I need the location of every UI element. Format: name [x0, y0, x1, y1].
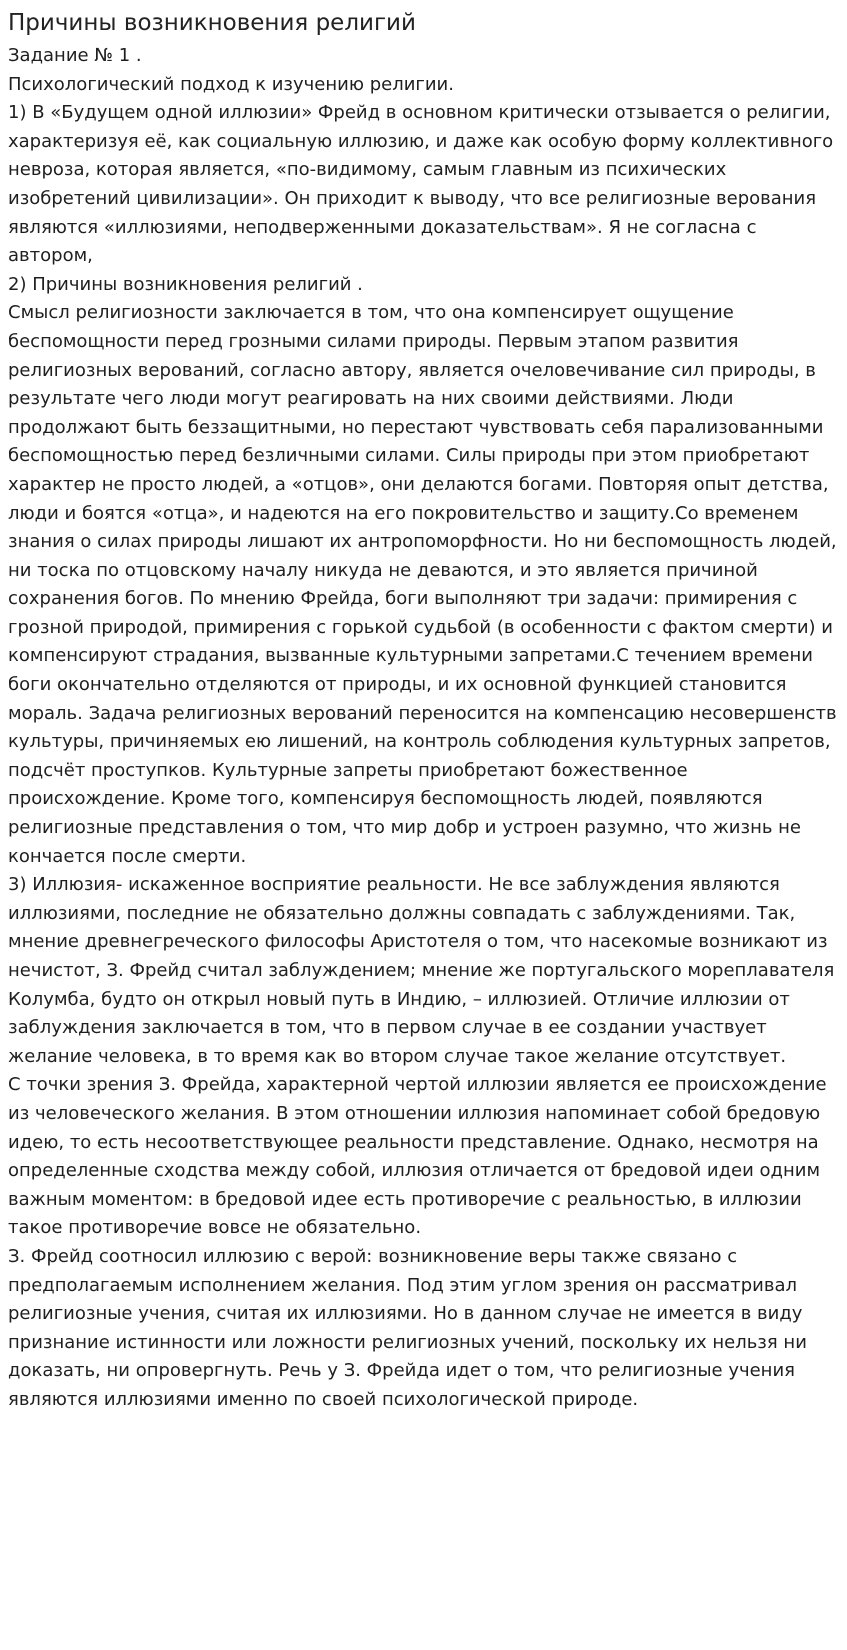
task-number: Задание № 1 .: [8, 45, 142, 66]
paragraph-4: С точки зрения З. Фрейда, характерной чертой иллюзии является ее происхождение из человеческого желания. В этом отношении иллюзия напоминает собой бредовую идею, то есть несоответствующее реальности представление. Однако, несмотря на определенные сходства между собой, иллюзия отличается от бредовой идеи одним важным моментом: в бредовой идее есть противоречие с реальностью, в иллюзии такое противоречие вовсе не обязательно.: [8, 1074, 827, 1239]
page-title: Причины возникновения религий: [8, 10, 416, 36]
paragraph-2: Смысл религиозности заключается в том, что она компенсирует ощущение беспомощности перед грозными силами природы. Первым этапом развития религиозных верований, согласно автору, является очеловечивание сил природы, в результате чего люди могут реагировать на них своими действиями. Люди продолжают быть беззащитными, но перестают чувствовать себя парализованными беспомощностью перед безличными силами. Силы природы при этом приобретают характер не просто людей, а «отцов», они делаются богами. Повторяя опыт детства, люди и боятся «отца», и надеются на его покровительство и защиту.Со временем знания о силах природы лишают их антропоморфности. Но ни беспомощность людей, ни тоска по отцовскому началу никуда не деваются, и это является причиной сохранения богов. По мнению Фрейда, боги выполняют три задачи: примирения с грозной природой, примирения с горькой судьбой (в особенности с фактом смерти) и компенсируют страдания, вызванные культурными запретами.С течением времени боги окончательно отделяются от природы, и их основной функцией становится мораль. Задача религиозных верований переносится на компенсацию несовершенств культуры, причиняемых ею лишений, на контроль соблюдения культурных запретов, подсчёт проступков. Культурные запреты приобретают божественное происхождение. Кроме того, компенсируя беспомощность людей, появляются религиозные представления о том, что мир добр и устроен разумно, что жизнь не кончается после смерти.: [8, 302, 837, 867]
section-2-heading: 2) Причины возникновения религий .: [8, 273, 363, 295]
paragraph-5: З. Фрейд соотносил иллюзию с верой: возникновение веры также связано с предполагаемым исполнением желания. Под этим углом зрения он рассматривал религиозные учения, считая их иллюзиями. Но в данном случае не имеется в виду признание истинности или ложности религиозных учений, поскольку их нельзя ни доказать, ни опровергнуть. Речь у З. Фрейда идет о том, что религиозные учения являются иллюзиями именно по своей психологической природе.: [8, 1245, 807, 1410]
document: [8, 8, 844, 1415]
paragraph-1: 1) В «Будущем одной иллюзии» Фрейд в основном критически отзывается о религии, характеризуя её, как социальную иллюзию, и даже как особую форму коллективного невроза, которая является, «по-видимому, самым главным из психических изобретений цивилизации». Он приходит к выводу, что все религиозные верования являются «иллюзиями, неподверженными доказательствам». Я не согласна с автором,: [8, 102, 834, 267]
approach-heading: Психологический подход к изучению религии.: [8, 73, 454, 95]
paragraph-3: 3) Иллюзия- искаженное восприятие реальности. Не все заблуждения являются иллюзиями, последние не обязательно должны совпадать с заблуждениями. Так, мнение древнегреческого философы Аристотеля о том, что насекомые возникают из нечистот, З. Фрейд считал заблуждением; мнение же португальского мореплавателя Колумба, будто он открыл новый путь в Индию, – иллюзией. Отличие иллюзии от заблуждения заключается в том, что в первом случае в ее создании участвует желание человека, в то время как во втором случае такое желание отсутствует.: [8, 874, 835, 1067]
